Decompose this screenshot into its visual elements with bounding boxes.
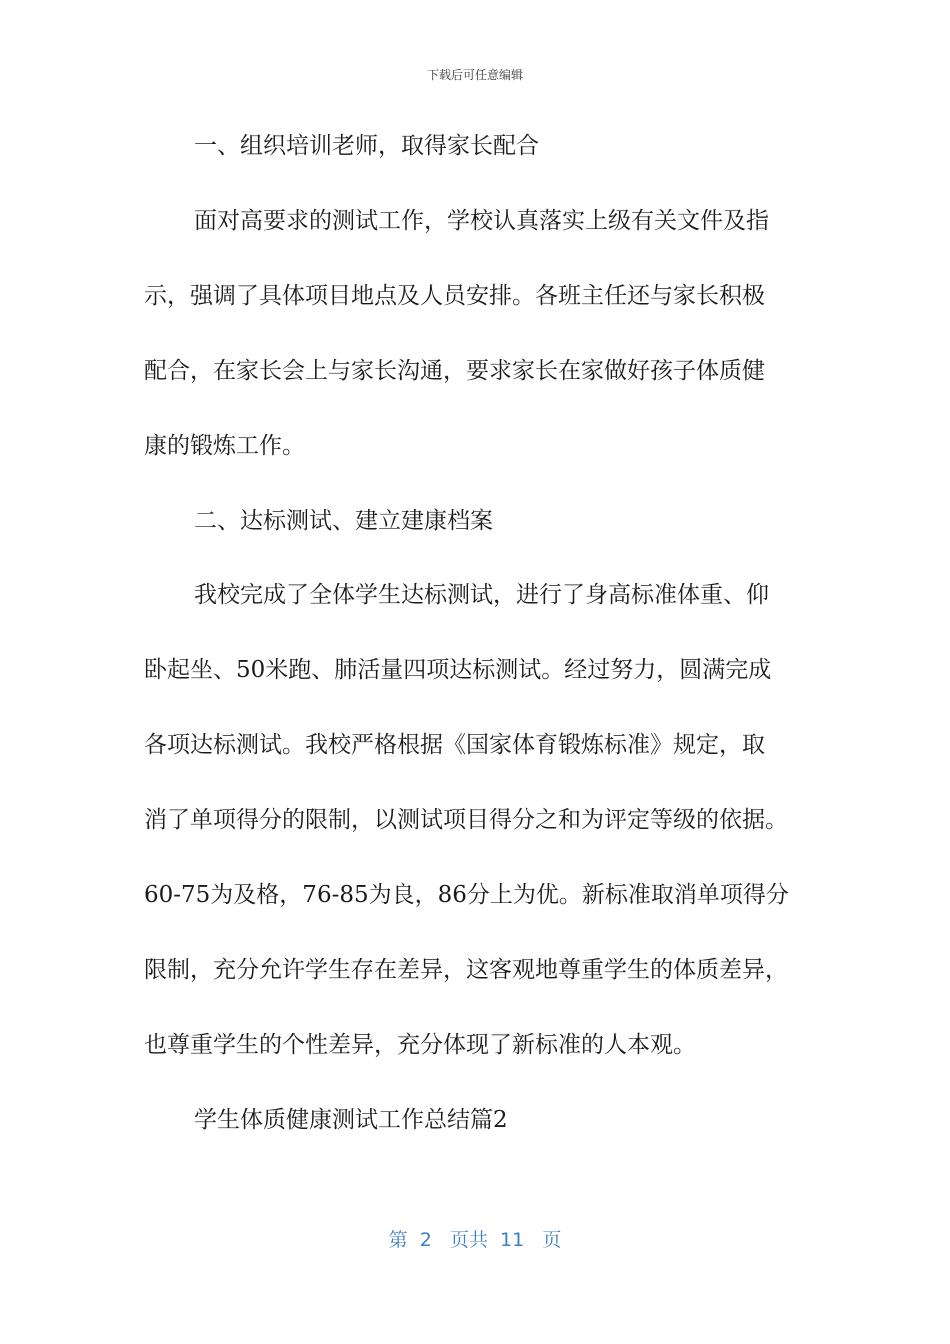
paragraph-1-line-2: 示，强调了具体项目地点及人员安排。各班主任还与家长积极 [144, 283, 765, 309]
header-note: 下载后可任意编辑 [426, 68, 523, 82]
section-heading-1: 一、组织培训老师，取得家长配合 [194, 133, 539, 159]
paragraph-2-line-4: 消了单项得分的限制，以测试项目得分之和为评定等级的依据。 [144, 807, 788, 833]
section-heading-3: 学生体质健康测试工作总结篇2 [194, 1107, 508, 1133]
footer-middle: 页共 [449, 1229, 488, 1251]
paragraph-2-line-7: 也尊重学生的个性差异，充分体现了新标准的人本观。 [144, 1032, 696, 1058]
paragraph-2-line-1: 我校完成了全体学生达标测试，进行了身高标准体重、仰 [194, 582, 769, 608]
footer-suffix: 页 [542, 1229, 562, 1251]
paragraph-1-line-4: 康的锻炼工作。 [144, 433, 305, 459]
footer-total-pages: 11 [500, 1229, 525, 1251]
footer-current-page: 2 [419, 1229, 432, 1251]
paragraph-2-line-3: 各项达标测试。我校严格根据《国家体育锻炼标准》规定，取 [144, 732, 765, 758]
paragraph-2-line-5: 60-75为及格，76-85为良，86分上为优。新标准取消单项得分 [144, 882, 789, 908]
paragraph-2-line-6: 限制，充分允许学生存在差异，这客观地尊重学生的体质差异， [144, 957, 788, 983]
paragraph-1-line-3: 配合，在家长会上与家长沟通，要求家长在家做好孩子体质健 [144, 358, 765, 384]
footer-prefix: 第 [388, 1229, 408, 1251]
section-heading-2: 二、达标测试、建立建康档案 [194, 508, 493, 534]
paragraph-2-line-2: 卧起坐、50米跑、肺活量四项达标测试。经过努力，圆满完成 [144, 657, 772, 683]
page-number-footer [0, 1225, 950, 1252]
paragraph-1-line-1: 面对高要求的测试工作，学校认真落实上级有关文件及指 [194, 208, 769, 234]
